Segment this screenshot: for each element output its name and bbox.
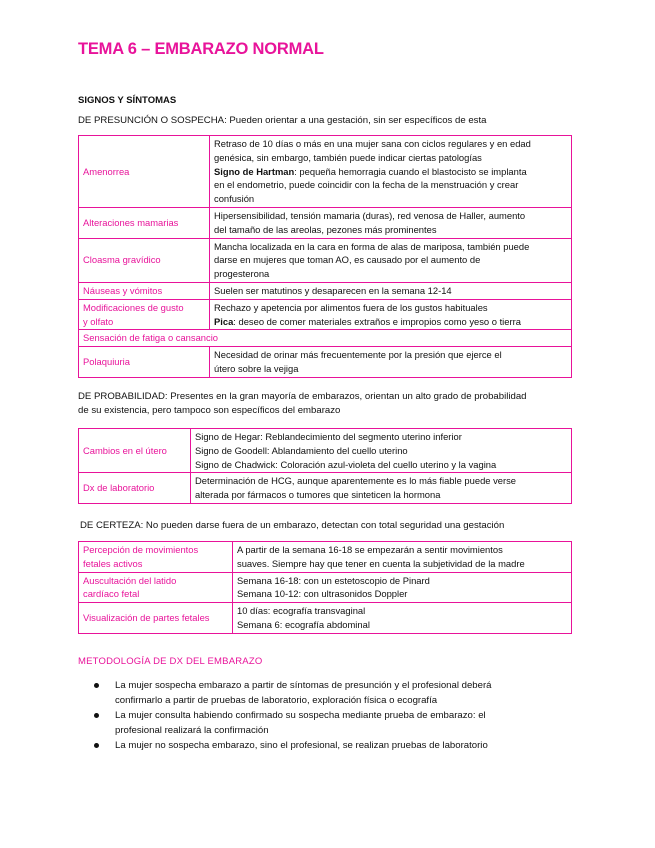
list-item	[78, 678, 548, 708]
probabilidad-label: DE PROBABILIDAD	[78, 391, 165, 402]
row-content	[233, 603, 572, 634]
certeza-table	[78, 541, 572, 634]
row-content	[210, 207, 572, 238]
pica-term: Pica	[214, 315, 234, 327]
certeza-intro	[80, 519, 504, 533]
hartman-term: Signo de Hartman	[214, 165, 295, 177]
table-row	[79, 330, 572, 347]
certeza-desc: : No pueden darse fuera de un embarazo, detectan con total seguridad una gestación	[140, 520, 505, 531]
table-row	[79, 347, 572, 378]
table-row	[79, 136, 572, 208]
probabilidad-table	[78, 428, 572, 504]
row-label: Visualización de partes fetales	[79, 603, 233, 634]
row-label	[79, 542, 233, 573]
row-line	[214, 165, 567, 179]
table-row	[79, 207, 572, 238]
list-item	[78, 738, 548, 753]
row-label-line: fetales activos	[83, 557, 143, 569]
row-line: Suelen ser matutinos y desaparecen en la semana 12-14	[214, 284, 452, 296]
list-item-line: profesional realizará la confirmación	[115, 725, 269, 736]
row-line: Signo de Hegar: Reblandecimiento del segmento uterino inferior	[195, 431, 462, 442]
row-line: Semana 10-12: con ultrasonidos Doppler	[237, 588, 408, 600]
row-line: A partir de la semana 16-18 se empezarán a sentir movimientos	[237, 544, 503, 555]
row-label-line: Auscultación del latido	[83, 574, 177, 586]
row-line: darse en mujeres que toman AO, es causado por el aumento de	[214, 254, 481, 266]
list-item-line: confirmarlo a partir de pruebas de laboratorio, exploración física o ecografía	[115, 695, 438, 706]
row-line: Determinación de HCG, aunque aparentemente es lo más fiable puede verse	[195, 475, 517, 487]
row-content	[210, 136, 572, 208]
row-line: Necesidad de orinar más frecuentemente por la presión que ejerce el	[214, 349, 502, 361]
row-line-rest: : deseo de comer materiales extraños e impropios como yeso o tierra	[233, 315, 521, 327]
probabilidad-desc-2: de su existencia, pero tampoco son específicos del embarazo	[78, 405, 341, 416]
row-line: en el endometrio, puede coincidir con la fecha de la menstruación y crear	[214, 179, 519, 191]
list-item-line: La mujer sospecha embarazo a partir de síntomas de presunción y el profesional deberá	[115, 680, 492, 691]
row-line: confusión	[214, 193, 255, 205]
row-line-rest: : pequeña hemorragia cuando el blastocisto se implanta	[294, 165, 527, 177]
row-line: genésica, sin embargo, también puede indicar ciertas patologías	[214, 151, 482, 163]
row-line: Rechazo y apetencia por alimentos fuera de los gustos habituales	[214, 301, 488, 313]
row-line: Semana 16-18: con un estetoscopio de Pinard	[237, 574, 430, 586]
page-title: TEMA 6 – EMBARAZO NORMAL	[78, 40, 324, 58]
row-label-line: cardíaco fetal	[83, 588, 140, 600]
table-row	[79, 473, 572, 504]
table-row	[79, 238, 572, 282]
table-row	[79, 603, 572, 634]
row-content	[191, 473, 572, 504]
presuncion-label: DE PRESUNCIÓN O SOSPECHA	[78, 115, 225, 126]
table-row	[79, 542, 572, 573]
row-label: Náuseas y vómitos	[79, 282, 210, 299]
row-label: Amenorrea	[79, 136, 210, 208]
row-content	[233, 542, 572, 573]
table-row	[79, 572, 572, 603]
row-line: Retraso de 10 días o más en una mujer sana con ciclos regulares y en edad	[214, 138, 531, 149]
row-label-full: Sensación de fatiga o cansancio	[79, 330, 572, 347]
row-label: Polaquiuria	[79, 347, 210, 378]
row-label	[79, 299, 210, 330]
row-line: del tamaño de las areolas, pezones más prominentes	[214, 223, 437, 235]
metodologia-list	[78, 678, 548, 753]
row-label: Dx de laboratorio	[79, 473, 191, 504]
presuncion-table	[78, 135, 572, 378]
bullet-icon	[94, 713, 99, 718]
row-line: suaves. Siempre hay que tener en cuenta la subjetividad de la madre	[237, 557, 525, 569]
list-item-line: La mujer consulta habiendo confirmado su sospecha mediante prueba de embarazo: el	[115, 710, 486, 721]
probabilidad-line	[78, 390, 578, 404]
row-content	[233, 572, 572, 603]
list-item	[78, 708, 548, 738]
row-label	[79, 572, 233, 603]
bullet-icon	[94, 743, 99, 748]
row-line: Signo de Chadwick: Coloración azul-violeta del cuello uterino y la vagina	[195, 458, 497, 470]
presuncion-intro	[78, 114, 486, 128]
row-label: Cloasma gravídico	[79, 238, 210, 282]
row-line: alterada por fármacos o tumores que sinteticen la hormona	[195, 489, 441, 501]
row-line: progesterona	[214, 268, 270, 280]
row-line: Hipersensibilidad, tensión mamaria (duras), red venosa de Haller, aumento	[214, 209, 526, 221]
row-content	[210, 282, 572, 299]
probabilidad-desc-1: : Presentes en la gran mayoría de embarazos, orientan un alto grado de probabilidad	[164, 391, 527, 402]
row-label: Alteraciones mamarias	[79, 207, 210, 238]
list-item-line: La mujer no sospecha embarazo, sino el profesional, se realizan pruebas de laboratorio	[115, 740, 488, 751]
metodologia-heading: METODOLOGÍA DE DX DEL EMBARAZO	[78, 656, 263, 667]
row-label-line: Modificaciones de gusto	[83, 301, 184, 313]
row-content	[191, 429, 572, 473]
presuncion-desc: : Pueden orientar a una gestación, sin ser específicos de esta	[224, 115, 487, 126]
row-label: Cambios en el útero	[79, 429, 191, 473]
row-line: 10 días: ecografía transvaginal	[237, 605, 366, 617]
row-line: Mancha localizada en la cara en forma de alas de mariposa, también puede	[214, 240, 530, 252]
row-content	[210, 299, 572, 330]
row-content	[210, 347, 572, 378]
table-row	[79, 282, 572, 299]
section-heading: SIGNOS Y SÍNTOMAS	[78, 95, 177, 106]
row-line: Signo de Goodell: Ablandamiento del cuello uterino	[195, 444, 408, 456]
row-line: útero sobre la vejiga	[214, 362, 299, 374]
row-label-line: y olfato	[83, 315, 114, 327]
certeza-label: DE CERTEZA	[80, 520, 141, 531]
probabilidad-intro	[78, 390, 578, 418]
bullet-icon	[94, 683, 99, 688]
row-label-line: Percepción de movimientos	[83, 544, 199, 555]
row-content	[210, 238, 572, 282]
row-line: Semana 6: ecografía abdominal	[237, 618, 370, 630]
table-row	[79, 299, 572, 330]
table-row	[79, 429, 572, 473]
row-line	[214, 315, 567, 329]
